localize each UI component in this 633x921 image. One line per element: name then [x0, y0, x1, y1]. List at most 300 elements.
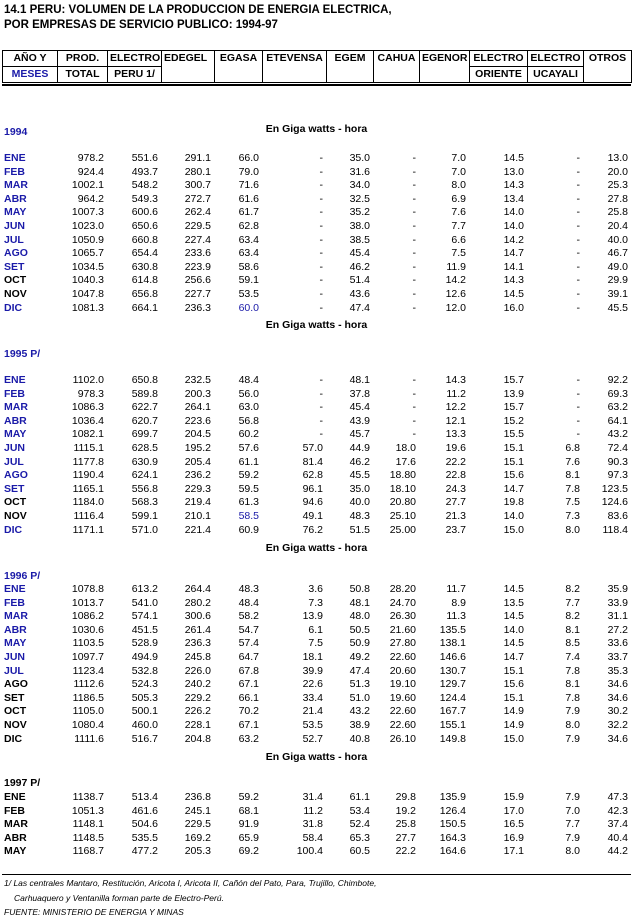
cell-otros: 20.4 [607, 219, 628, 232]
cell-electro-oriente: 15.2 [503, 414, 524, 427]
cell-electro-ucayali: 8.1 [565, 469, 580, 482]
table-row [2, 832, 631, 846]
cell-otros: 43.2 [607, 428, 628, 441]
unit-label-1997: En Giga watts - hora [265, 751, 368, 763]
cell-electroperu: 664.1 [131, 301, 158, 314]
cell-cahua: - [412, 192, 416, 205]
unit-label-1994: En Giga watts - hora [265, 123, 368, 135]
cell-egenor: 135.9 [439, 791, 466, 803]
cell-electro-oriente: 15.9 [503, 791, 524, 803]
table-row [2, 719, 631, 733]
cell-etevensa: 7.3 [308, 596, 323, 609]
cell-electroperu: 699.7 [131, 428, 158, 441]
cell-etevensa: - [319, 206, 323, 219]
cell-edegel: 240.2 [184, 678, 211, 691]
cell-etevensa: - [319, 301, 323, 314]
cell-month: MAR [4, 610, 28, 623]
cell-egenor: 14.2 [445, 274, 466, 287]
cell-etevensa: 57.0 [302, 441, 323, 454]
header-electro-oriente-2: ORIENTE [470, 67, 528, 83]
cell-prod-total: 1086.3 [71, 401, 104, 414]
cell-egasa: 60.9 [238, 523, 259, 536]
cell-electro-ucayali: 7.9 [565, 732, 580, 745]
cell-egasa: 48.3 [238, 583, 259, 595]
cell-electro-oriente: 14.7 [503, 482, 524, 495]
footer-rule [2, 874, 631, 875]
cell-edegel: 291.1 [184, 152, 211, 164]
cell-edegel: 227.7 [184, 287, 211, 300]
cell-electroperu: 532.8 [131, 664, 158, 677]
cell-electroperu: 504.6 [131, 818, 158, 831]
table-row [2, 274, 631, 288]
cell-egasa: 56.8 [238, 414, 259, 427]
cell-edegel: 261.4 [184, 623, 211, 636]
cell-prod-total: 1111.6 [74, 732, 104, 745]
cell-electroperu: 513.4 [131, 791, 158, 803]
table-row [2, 428, 631, 442]
year-label-1996: 1996 P/ [4, 570, 41, 582]
header-prod: PROD. [58, 51, 108, 67]
cell-prod-total: 1007.3 [71, 206, 104, 219]
cell-electro-ucayali: - [576, 414, 580, 427]
cell-etevensa: 76.2 [302, 523, 323, 536]
cell-etevensa: 18.1 [302, 650, 323, 663]
cell-etevensa: - [319, 274, 323, 287]
cell-prod-total: 978.2 [77, 152, 104, 164]
cell-electroperu: 494.9 [131, 650, 158, 663]
cell-edegel: 219.4 [184, 496, 211, 509]
cell-electro-oriente: 15.1 [503, 441, 524, 454]
cell-prod-total: 1103.5 [72, 637, 104, 650]
header-etevensa: ETEVENSA [263, 51, 327, 83]
cell-edegel: 264.1 [184, 401, 211, 414]
cell-electro-oriente: 14.3 [503, 179, 524, 192]
cell-otros: 25.8 [607, 206, 628, 219]
cell-cahua: - [412, 233, 416, 246]
cell-month: JUL [4, 233, 24, 246]
cell-electro-oriente: 15.7 [503, 374, 524, 386]
table-row [2, 665, 631, 679]
cell-electro-ucayali: - [576, 287, 580, 300]
cell-electro-ucayali: - [576, 165, 580, 178]
cell-otros: 34.6 [607, 691, 628, 704]
cell-electro-oriente: 15.0 [503, 732, 524, 745]
cell-electro-oriente: 16.5 [503, 818, 524, 831]
cell-egasa: 57.4 [238, 637, 259, 650]
cell-month: FEB [4, 596, 25, 609]
cell-month: AGO [4, 469, 28, 482]
cell-electro-ucayali: 7.8 [565, 691, 580, 704]
cell-egem: 38.5 [349, 233, 370, 246]
cell-cahua: - [412, 287, 416, 300]
cell-otros: 92.2 [607, 374, 628, 386]
cell-month: MAR [4, 179, 28, 192]
cell-otros: 33.6 [607, 637, 628, 650]
table-row [2, 206, 631, 220]
cell-electro-ucayali: 7.9 [565, 791, 580, 803]
header-egem: EGEM [327, 51, 374, 83]
cell-cahua: 17.6 [395, 455, 416, 468]
cell-electro-ucayali: - [576, 219, 580, 232]
cell-cahua: 19.60 [389, 691, 416, 704]
cell-egem: 43.9 [349, 414, 370, 427]
table-row [2, 261, 631, 275]
cell-etevensa: - [319, 414, 323, 427]
header-otros: OTROS [584, 51, 632, 83]
cell-otros: 30.2 [607, 705, 628, 718]
cell-egem: 50.8 [349, 583, 370, 595]
cell-electro-oriente: 14.0 [503, 219, 524, 232]
cell-month: NOV [4, 509, 27, 522]
table-row [2, 637, 631, 651]
cell-electroperu: 650.8 [131, 374, 158, 386]
cell-egenor: 6.6 [451, 233, 466, 246]
cell-prod-total: 1138.7 [72, 791, 104, 803]
cell-otros: 49.0 [607, 260, 628, 273]
cell-egenor: 12.1 [445, 414, 466, 427]
cell-etevensa: - [319, 287, 323, 300]
table-row [2, 678, 631, 692]
cell-electroperu: 500.1 [131, 705, 158, 718]
cell-cahua: - [412, 428, 416, 441]
cell-prod-total: 1013.7 [71, 596, 104, 609]
cell-edegel: 205.4 [184, 455, 211, 468]
cell-otros: 97.3 [607, 469, 628, 482]
cell-month: MAY [4, 428, 27, 441]
header-rule [2, 84, 631, 86]
cell-prod-total: 1105.0 [72, 705, 104, 718]
cell-egem: 32.5 [349, 192, 370, 205]
cell-electro-oriente: 15.6 [503, 678, 524, 691]
cell-month: DIC [4, 732, 23, 745]
cell-etevensa: 58.4 [302, 831, 323, 844]
cell-etevensa: 7.5 [308, 637, 323, 650]
cell-cahua: 26.10 [389, 732, 416, 745]
cell-month: MAR [4, 818, 28, 831]
cell-egenor: 126.4 [439, 804, 466, 817]
table-row [2, 791, 631, 805]
header-electro-oriente: ELECTRO [470, 51, 528, 67]
cell-egasa: 63.4 [238, 233, 259, 246]
cell-egasa: 64.7 [238, 650, 259, 663]
cell-electro-oriente: 15.5 [503, 428, 524, 441]
cell-month: SET [4, 691, 25, 704]
cell-electroperu: 656.8 [131, 287, 158, 300]
table-row [2, 193, 631, 207]
header-egasa: EGASA [215, 51, 263, 83]
cell-egenor: 7.0 [451, 152, 466, 164]
cell-etevensa: - [319, 179, 323, 192]
cell-electro-oriente: 15.1 [503, 455, 524, 468]
cell-egem: 60.5 [349, 845, 370, 858]
cell-otros: 40.4 [607, 831, 628, 844]
cell-egenor: 21.3 [445, 509, 466, 522]
cell-edegel: 204.8 [184, 732, 211, 745]
table-row [2, 456, 631, 470]
cell-cahua: 18.10 [389, 482, 416, 495]
cell-prod-total: 1081.3 [71, 301, 104, 314]
cell-etevensa: 100.4 [296, 845, 323, 858]
cell-edegel: 223.9 [184, 260, 211, 273]
cell-month: DIC [4, 301, 23, 314]
cell-electroperu: 541.0 [131, 596, 158, 609]
cell-month: ABR [4, 192, 27, 205]
cell-otros: 29.9 [607, 274, 628, 287]
cell-otros: 32.2 [607, 718, 628, 731]
cell-edegel: 245.8 [184, 650, 211, 663]
cell-electroperu: 551.6 [131, 152, 158, 164]
cell-egem: 46.2 [349, 260, 370, 273]
cell-cahua: 18.80 [389, 469, 416, 482]
cell-electroperu: 571.0 [131, 523, 158, 536]
cell-edegel: 229.2 [184, 691, 211, 704]
cell-edegel: 262.4 [184, 206, 211, 219]
cell-cahua: 22.2 [395, 845, 416, 858]
cell-electro-oriente: 14.5 [503, 583, 524, 595]
cell-otros: 42.3 [607, 804, 628, 817]
cell-otros: 20.0 [607, 165, 628, 178]
cell-prod-total: 1123.4 [72, 664, 104, 677]
cell-edegel: 229.3 [184, 482, 211, 495]
cell-prod-total: 1097.7 [71, 650, 104, 663]
cell-egem: 34.0 [349, 179, 370, 192]
cell-month: MAY [4, 206, 27, 219]
table-row [2, 401, 631, 415]
cell-electroperu: 630.9 [131, 455, 158, 468]
cell-edegel: 300.6 [184, 610, 211, 623]
cell-egem: 53.4 [349, 804, 370, 817]
cell-egasa: 62.8 [238, 219, 259, 232]
cell-cahua: 22.60 [389, 718, 416, 731]
cell-cahua: - [412, 301, 416, 314]
table-row [2, 733, 631, 747]
cell-electro-ucayali: 8.0 [565, 718, 580, 731]
table-row [2, 651, 631, 665]
cell-etevensa: - [319, 428, 323, 441]
table-row [2, 610, 631, 624]
cell-etevensa: 33.4 [302, 691, 323, 704]
cell-electro-ucayali: - [576, 192, 580, 205]
table-row [2, 469, 631, 483]
cell-electro-ucayali: 8.2 [565, 583, 580, 595]
cell-edegel: 233.6 [184, 247, 211, 260]
cell-egasa: 71.6 [238, 179, 259, 192]
cell-etevensa: 94.6 [302, 496, 323, 509]
cell-prod-total: 1086.2 [71, 610, 104, 623]
table-row [2, 220, 631, 234]
cell-prod-total: 1080.4 [71, 718, 104, 731]
cell-electro-ucayali: 7.6 [565, 455, 580, 468]
cell-egasa: 61.1 [238, 455, 259, 468]
cell-month: JUN [4, 650, 26, 663]
title-line-2: POR EMPRESAS DE SERVICIO PUBLICO: 1994-97 [4, 19, 278, 31]
cell-cahua: - [412, 414, 416, 427]
cell-etevensa: - [319, 247, 323, 260]
cell-otros: 35.3 [607, 664, 628, 677]
cell-electroperu: 620.7 [131, 414, 158, 427]
cell-edegel: 229.5 [184, 219, 211, 232]
cell-prod-total: 924.4 [77, 165, 104, 178]
table-row [2, 692, 631, 706]
cell-egem: 51.0 [349, 691, 370, 704]
cell-electroperu: 535.5 [131, 831, 158, 844]
cell-electro-ucayali: - [576, 374, 580, 386]
table-row [2, 496, 631, 510]
cell-etevensa: 31.8 [302, 818, 323, 831]
cell-edegel: 223.6 [184, 414, 211, 427]
cell-month: ABR [4, 623, 27, 636]
cell-etevensa: 49.1 [302, 509, 323, 522]
cell-prod-total: 1030.6 [71, 623, 104, 636]
cell-cahua: 19.10 [389, 678, 416, 691]
cell-cahua: 24.70 [389, 596, 416, 609]
cell-edegel: 210.1 [184, 509, 211, 522]
cell-egasa: 48.4 [238, 596, 259, 609]
cell-prod-total: 1184.0 [72, 496, 104, 509]
cell-egasa: 67.1 [238, 678, 259, 691]
year-label-1997: 1997 P/ [4, 777, 41, 789]
cell-edegel: 236.8 [184, 791, 211, 803]
table-row [2, 152, 631, 166]
cell-electroperu: 493.7 [131, 165, 158, 178]
cell-egenor: 149.8 [439, 732, 466, 745]
cell-egenor: 6.9 [451, 192, 466, 205]
cell-etevensa: - [319, 165, 323, 178]
cell-electro-oriente: 14.0 [503, 623, 524, 636]
unit-label-1996: En Giga watts - hora [265, 542, 368, 554]
cell-egasa: 63.2 [238, 732, 259, 745]
cell-electro-ucayali: 7.7 [565, 818, 580, 831]
cell-egenor: 167.7 [439, 705, 466, 718]
cell-egasa: 56.0 [238, 387, 259, 400]
cell-electro-oriente: 15.0 [503, 523, 524, 536]
cell-egasa: 63.4 [238, 247, 259, 260]
cell-egem: 35.2 [349, 206, 370, 219]
table-row [2, 524, 631, 538]
cell-electro-ucayali: - [576, 233, 580, 246]
cell-month: DIC [4, 523, 23, 536]
cell-edegel: 205.3 [184, 845, 211, 858]
cell-month: MAY [4, 845, 27, 858]
cell-etevensa: - [319, 152, 323, 164]
cell-edegel: 272.7 [184, 192, 211, 205]
table-row [2, 597, 631, 611]
cell-egem: 51.5 [349, 523, 370, 536]
cell-electro-oriente: 14.7 [503, 650, 524, 663]
cell-egasa: 61.3 [238, 496, 259, 509]
cell-egem: 46.2 [349, 455, 370, 468]
cell-egenor: 22.2 [445, 455, 466, 468]
cell-month: OCT [4, 274, 27, 287]
table-row [2, 166, 631, 180]
cell-egenor: 23.7 [445, 523, 466, 536]
header-electroperu-2: PERU 1/ [108, 67, 162, 83]
cell-electro-ucayali: - [576, 401, 580, 414]
cell-otros: 31.1 [607, 610, 628, 623]
cell-egem: 38.0 [349, 219, 370, 232]
cell-prod-total: 978.3 [77, 387, 104, 400]
cell-cahua: - [412, 165, 416, 178]
cell-egem: 47.4 [349, 301, 370, 314]
cell-prod-total: 964.2 [77, 192, 104, 205]
cell-otros: 45.5 [607, 301, 628, 314]
cell-egenor: 12.2 [445, 401, 466, 414]
cell-edegel: 280.2 [184, 596, 211, 609]
cell-cahua: - [412, 179, 416, 192]
cell-prod-total: 1177.8 [72, 455, 104, 468]
cell-egasa: 68.1 [238, 804, 259, 817]
cell-electroperu: 589.8 [131, 387, 158, 400]
table-row [2, 483, 631, 497]
cell-month: OCT [4, 705, 27, 718]
cell-month: JUL [4, 664, 24, 677]
cell-egenor: 11.2 [446, 387, 466, 400]
cell-egasa: 66.1 [238, 691, 259, 704]
cell-egem: 47.4 [349, 664, 370, 677]
cell-edegel: 221.4 [184, 523, 211, 536]
cell-egasa: 54.7 [238, 623, 259, 636]
cell-cahua: 19.2 [395, 804, 416, 817]
cell-otros: 44.2 [607, 845, 628, 858]
cell-egem: 49.2 [349, 650, 370, 663]
cell-egenor: 130.7 [439, 664, 466, 677]
cell-egasa: 67.8 [238, 664, 259, 677]
cell-electroperu: 568.3 [131, 496, 158, 509]
cell-electroperu: 600.6 [131, 206, 158, 219]
cell-egenor: 164.3 [439, 831, 466, 844]
cell-otros: 40.0 [607, 233, 628, 246]
cell-cahua: - [412, 206, 416, 219]
cell-electro-ucayali: 7.9 [565, 705, 580, 718]
cell-electro-ucayali: 7.8 [565, 482, 580, 495]
cell-electro-ucayali: 7.7 [565, 596, 580, 609]
cell-prod-total: 1082.1 [71, 428, 104, 441]
cell-otros: 69.3 [607, 387, 628, 400]
cell-etevensa: - [319, 192, 323, 205]
cell-otros: 13.0 [607, 152, 628, 164]
cell-month: AGO [4, 247, 28, 260]
cell-prod-total: 1034.5 [71, 260, 104, 273]
cell-electroperu: 574.1 [131, 610, 158, 623]
cell-otros: 64.1 [607, 414, 628, 427]
cell-electroperu: 624.1 [131, 469, 158, 482]
footnote-source: FUENTE: MINISTERIO DE ENERGIA Y MINAS [4, 907, 184, 917]
cell-egenor: 129.7 [439, 678, 466, 691]
cell-egenor: 150.5 [439, 818, 466, 831]
year-label-1994: 1994 [4, 126, 28, 138]
cell-egasa: 59.1 [238, 274, 259, 287]
cell-month: ENE [4, 374, 26, 386]
cell-edegel: 169.2 [184, 831, 211, 844]
data-table-1997 [2, 791, 631, 859]
cell-edegel: 229.5 [184, 818, 211, 831]
table-row [2, 415, 631, 429]
cell-egasa: 58.5 [238, 509, 259, 522]
cell-edegel: 232.5 [184, 374, 211, 386]
cell-cahua: 22.60 [389, 705, 416, 718]
cell-electro-ucayali: - [576, 260, 580, 273]
cell-egem: 51.3 [349, 678, 370, 691]
cell-electro-oriente: 17.1 [503, 845, 524, 858]
cell-edegel: 200.3 [184, 387, 211, 400]
data-table-1995 [2, 374, 631, 537]
cell-prod-total: 1102.0 [72, 374, 104, 386]
cell-egenor: 7.0 [451, 165, 466, 178]
cell-egem: 45.4 [349, 401, 370, 414]
cell-egasa: 61.6 [238, 192, 259, 205]
table-row [2, 247, 631, 261]
cell-otros: 124.6 [601, 496, 628, 509]
